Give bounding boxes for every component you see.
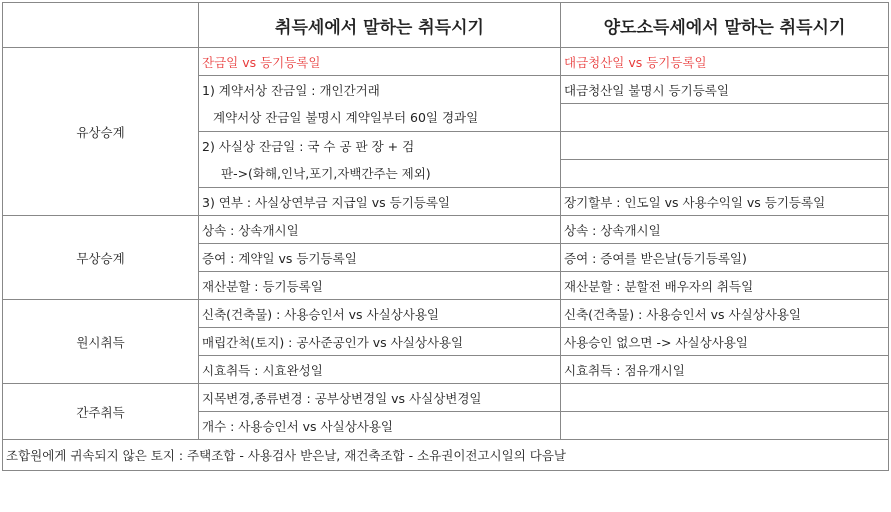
header-row: [3, 3, 889, 48]
cell-left: 상속 : 상속개시일: [199, 216, 561, 244]
cell-left: 재산분할 : 등기등록일: [199, 272, 561, 300]
cell-right: 장기할부 : 인도일 vs 사용수익일 vs 등기등록일: [561, 188, 889, 216]
cell-left: 잔금일 vs 등기등록일: [199, 48, 561, 76]
cell-left: 신축(건축물) : 사용승인서 vs 사실상사용일: [199, 300, 561, 328]
cell-right: [561, 384, 889, 412]
header-transfer-income-tax: 양도소득세에서 말하는 취득시기: [561, 3, 889, 48]
cell-right: 신축(건축물) : 사용승인서 vs 사실상사용일: [561, 300, 889, 328]
footer-note: 조합원에게 귀속되지 않은 토지 : 주택조합 - 사용검사 받은날, 재건축조합 - 소유권이전고시일의 다음날: [3, 440, 889, 471]
cell-right: 증여 : 증여를 받은날(등기등록일): [561, 244, 889, 272]
cell-left: 개수 : 사용승인서 vs 사실상사용일: [199, 412, 561, 440]
table-row: [3, 48, 889, 76]
cell-right: [561, 132, 889, 160]
category-original-acquisition: 원시취득: [3, 300, 199, 384]
table-row: [3, 300, 889, 328]
category-free-succession: 무상승계: [3, 216, 199, 300]
header-empty-cell: [3, 3, 199, 48]
cell-right: 대금청산일 vs 등기등록일: [561, 48, 889, 76]
cell-left: 2) 사실상 잔금일 : 국 수 공 판 장 + 검: [199, 132, 561, 160]
cell-right: [561, 160, 889, 188]
table-row: [3, 384, 889, 412]
cell-left: 증여 : 계약일 vs 등기등록일: [199, 244, 561, 272]
header-acquisition-tax: 취득세에서 말하는 취득시기: [199, 3, 561, 48]
category-deemed-acquisition: 간주취득: [3, 384, 199, 440]
cell-left: 판->(화해,인낙,포기,자백간주는 제외): [199, 160, 561, 188]
category-paid-succession: 유상승계: [3, 48, 199, 216]
cell-left: 지목변경,종류변경 : 공부상변경일 vs 사실상변경일: [199, 384, 561, 412]
cell-right: 재산분할 : 분할전 배우자의 취득일: [561, 272, 889, 300]
cell-right: 상속 : 상속개시일: [561, 216, 889, 244]
cell-right: 대금청산일 불명시 등기등록일: [561, 76, 889, 104]
cell-right: 시효취득 : 점유개시일: [561, 356, 889, 384]
cell-left: 계약서상 잔금일 불명시 계약일부터 60일 경과일: [199, 104, 561, 132]
cell-right: 사용승인 없으면 -> 사실상사용일: [561, 328, 889, 356]
cell-left: 3) 연부 : 사실상연부금 지급일 vs 등기등록일: [199, 188, 561, 216]
cell-left: 1) 계약서상 잔금일 : 개인간거래: [199, 76, 561, 104]
cell-left: 시효취득 : 시효완성일: [199, 356, 561, 384]
cell-left: 매립간척(토지) : 공사준공인가 vs 사실상사용일: [199, 328, 561, 356]
cell-right: [561, 104, 889, 132]
footer-row: [3, 440, 889, 471]
acquisition-timing-table: [2, 2, 889, 471]
table-row: [3, 216, 889, 244]
cell-right: [561, 412, 889, 440]
